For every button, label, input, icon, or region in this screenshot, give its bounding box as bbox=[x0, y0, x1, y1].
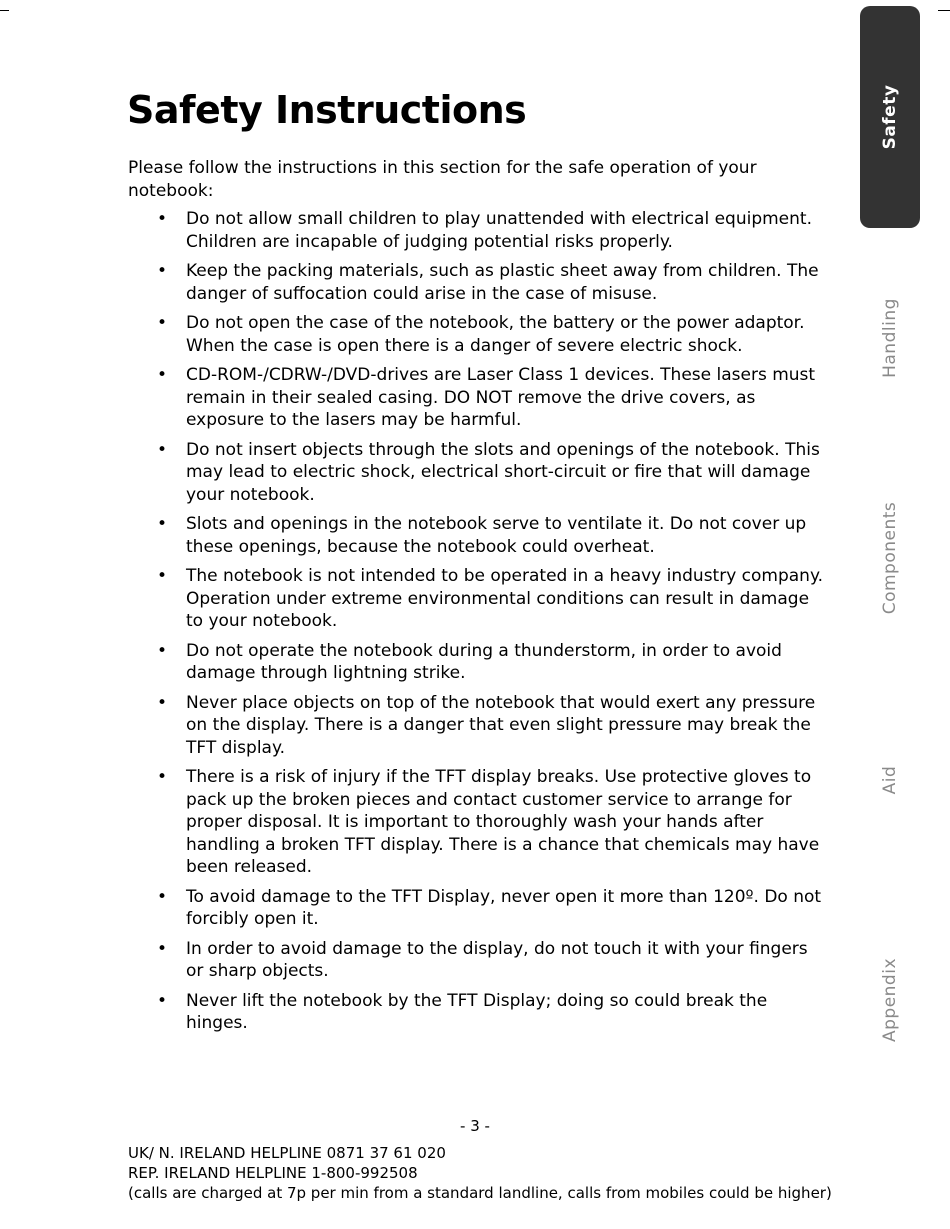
tab-appendix[interactable] bbox=[860, 950, 920, 1050]
tab-handling-label: Handling bbox=[880, 298, 900, 378]
bullet-icon: • bbox=[156, 514, 168, 534]
tab-safety[interactable] bbox=[860, 6, 920, 228]
list-item bbox=[128, 766, 828, 879]
list-item bbox=[128, 692, 828, 760]
list-item bbox=[128, 990, 828, 1035]
crop-mark-top-right bbox=[938, 10, 950, 11]
bullet-icon: • bbox=[156, 261, 168, 281]
crop-mark-top-left bbox=[0, 10, 9, 11]
tab-appendix-label: Appendix bbox=[880, 957, 900, 1043]
bullet-icon: • bbox=[156, 886, 168, 907]
helpline-ireland: REP. IRELAND HELPLINE 1-800-992508 bbox=[128, 1164, 418, 1182]
list-item-text: Do not open the case of the notebook, the battery or the power adaptor. When the case is open there is a danger of severe electric shock. bbox=[186, 313, 805, 356]
list-item bbox=[128, 640, 828, 685]
tab-aid[interactable] bbox=[860, 755, 920, 805]
list-item-text: There is a risk of injury if the TFT display breaks. Use protective gloves to pack up the broken pieces and contact customer service to arrange for proper disposal. It is important to thoroughly wash your hands after handling a broken TFT display. There is a chance that chemicals may have been released. bbox=[186, 767, 820, 877]
list-item bbox=[128, 513, 828, 558]
list-item bbox=[128, 886, 828, 931]
list-item-text: Keep the packing materials, such as plastic sheet away from children. The danger of suffocation could arise in the case of misuse. bbox=[186, 261, 819, 304]
list-item-text: Never place objects on top of the notebook that would exert any pressure on the display. There is a danger that even slight pressure may break the TFT display. bbox=[186, 692, 816, 758]
helpline-footer bbox=[128, 1143, 848, 1203]
tab-aid-label: Aid bbox=[880, 765, 900, 795]
intro-paragraph: Please follow the instructions in this section for the safe operation of your notebook: bbox=[128, 158, 757, 201]
page-number: - 3 - bbox=[460, 1117, 490, 1135]
tab-handling[interactable] bbox=[860, 290, 920, 386]
section-tabs-sidebar bbox=[860, 0, 920, 1229]
bullet-icon: • bbox=[156, 313, 168, 333]
list-item-text: CD-ROM-/CDRW-/DVD-drives are Laser Class 1 devices. These lasers must remain in their sealed casing. DO NOT remove the drive covers, as exposure to the lasers may be harmful. bbox=[186, 365, 816, 430]
bullet-icon: • bbox=[156, 640, 168, 661]
bullet-icon: • bbox=[156, 439, 168, 460]
call-charges-note: (calls are charged at 7p per min from a standard landline, calls from mobiles could be higher) bbox=[128, 1184, 832, 1202]
page-title: Safety Instructions bbox=[127, 88, 527, 132]
bullet-icon: • bbox=[156, 365, 168, 385]
list-item-text: Do not insert objects through the slots and openings of the notebook. This may lead to electric shock, electrical short-circuit or fire that will damage your notebook. bbox=[186, 439, 820, 505]
tab-components[interactable] bbox=[860, 495, 920, 620]
list-item-text: Do not operate the notebook during a thunderstorm, in order to avoid damage through lightning strike. bbox=[186, 640, 782, 683]
list-item bbox=[128, 364, 828, 432]
list-item-text: Slots and openings in the notebook serve to ventilate it. Do not cover up these openings, because the notebook could overheat. bbox=[186, 514, 807, 557]
list-item bbox=[128, 208, 828, 253]
helpline-uk: UK/ N. IRELAND HELPLINE 0871 37 61 020 bbox=[128, 1144, 446, 1162]
bullet-icon: • bbox=[156, 692, 168, 713]
bullet-icon: • bbox=[156, 566, 168, 586]
list-item bbox=[128, 565, 828, 633]
list-item-text: Do not allow small children to play unattended with electrical equipment. Children are incapable of judging potential risks properly. bbox=[186, 209, 812, 252]
tab-safety-label: Safety bbox=[880, 84, 900, 150]
tab-components-label: Components bbox=[880, 501, 900, 614]
list-item-text: Never lift the notebook by the TFT Display; doing so could break the hinges. bbox=[186, 990, 768, 1033]
list-item-text: The notebook is not intended to be operated in a heavy industry company. Operation under extreme environmental conditions can result in damage to your notebook. bbox=[186, 566, 824, 631]
bullet-icon: • bbox=[156, 990, 168, 1011]
list-item bbox=[128, 260, 828, 305]
bullet-icon: • bbox=[156, 767, 168, 787]
bullet-icon: • bbox=[156, 938, 168, 959]
list-item bbox=[128, 312, 828, 357]
list-item-text: To avoid damage to the TFT Display, never open it more than 120º. Do not forcibly open it. bbox=[186, 886, 822, 929]
list-item bbox=[128, 439, 828, 507]
list-item bbox=[128, 938, 828, 983]
safety-instructions-list bbox=[128, 208, 828, 1042]
list-item-text: In order to avoid damage to the display, do not touch it with your fingers or sharp objects. bbox=[186, 938, 808, 981]
bullet-icon: • bbox=[156, 209, 168, 229]
